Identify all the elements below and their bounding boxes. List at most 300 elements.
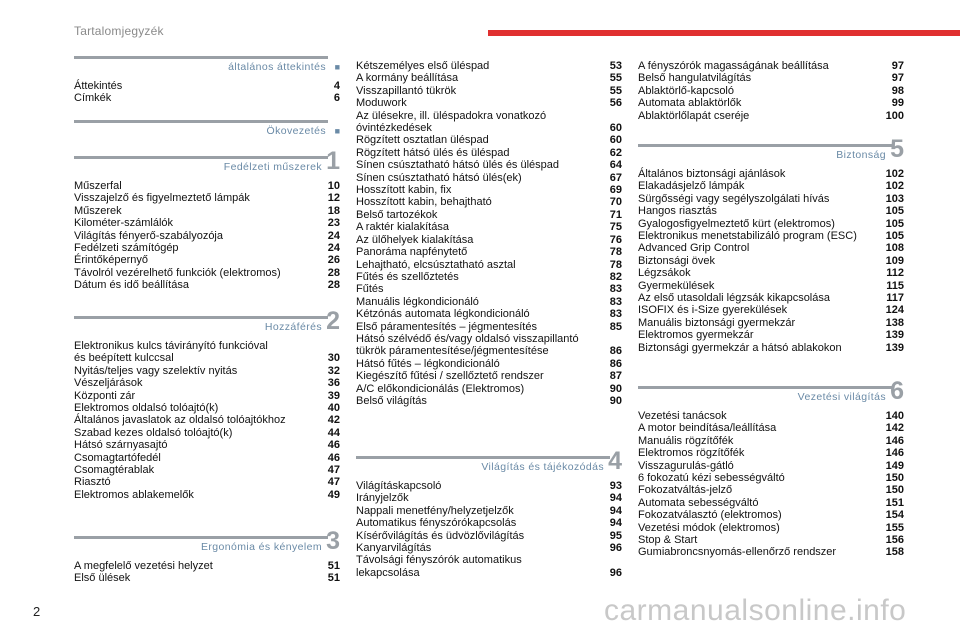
toc-entry[interactable] bbox=[74, 217, 340, 229]
toc-entry-page: 55 bbox=[609, 72, 622, 85]
toc-entry[interactable] bbox=[638, 85, 904, 97]
toc-entry[interactable] bbox=[356, 209, 622, 221]
toc-entry-title: Ablaktörlő-kapcsoló bbox=[638, 84, 734, 97]
toc-entry-title: Hosszított kabin, fix bbox=[356, 184, 452, 197]
toc-entry-page: 139 bbox=[885, 341, 904, 354]
toc-entry-page: 94 bbox=[609, 517, 622, 530]
section-title: Ökovezetés bbox=[266, 125, 326, 137]
toc-entry-title: Érintőképernyő bbox=[74, 254, 148, 267]
toc-section bbox=[356, 447, 622, 579]
toc-entry-page: 47 bbox=[327, 464, 340, 477]
toc-entry-page: 30 bbox=[327, 352, 340, 365]
toc-entry-page: 64 bbox=[609, 159, 622, 172]
toc-entry[interactable] bbox=[74, 365, 340, 377]
toc-entry-title: Ablaktörlőlapát cseréje bbox=[638, 109, 750, 122]
toc-entry[interactable] bbox=[356, 97, 622, 109]
toc-entry-page: 42 bbox=[327, 414, 340, 427]
toc-entry[interactable] bbox=[638, 484, 904, 496]
toc-entry[interactable] bbox=[638, 472, 904, 484]
section-rule bbox=[638, 144, 892, 147]
section-title: Biztonság bbox=[836, 149, 886, 161]
toc-entry-title: Áttekintés bbox=[74, 80, 123, 92]
toc-entry-page: 158 bbox=[885, 546, 904, 559]
toc-entry[interactable] bbox=[74, 476, 340, 488]
header-title: Tartalomjegyzék bbox=[74, 24, 164, 38]
toc-entry-title: Dátum és idő beállítása bbox=[74, 279, 189, 292]
toc-entry[interactable] bbox=[74, 242, 340, 254]
toc-entry-page: 69 bbox=[609, 184, 622, 197]
toc-entry-title: Általános javaslatok az oldalsó tolóajtókhoz bbox=[74, 414, 286, 427]
toc-entry-page: 24 bbox=[327, 242, 340, 255]
toc-entry-title: Fűtés bbox=[356, 283, 384, 296]
toc-entry-title: Vezetési tanácsok bbox=[638, 410, 727, 422]
toc-entry-title: Elakadásjelző lámpák bbox=[638, 180, 745, 193]
toc-entry[interactable] bbox=[356, 395, 622, 407]
toc-entry[interactable] bbox=[74, 230, 340, 242]
toc-entry-title: Hosszított kabin, behajtható bbox=[356, 196, 492, 209]
toc-entry[interactable] bbox=[74, 267, 340, 279]
toc-entry[interactable] bbox=[74, 414, 340, 426]
toc-entry-page: 67 bbox=[609, 171, 622, 184]
toc-entry[interactable] bbox=[638, 230, 904, 242]
toc-entry[interactable] bbox=[638, 72, 904, 84]
toc-entry-page: 56 bbox=[609, 97, 622, 110]
toc-entry-page: 112 bbox=[886, 267, 904, 280]
toc-entry-page: 4 bbox=[333, 80, 340, 92]
toc-entry-page: 75 bbox=[609, 221, 622, 234]
toc-entry[interactable] bbox=[356, 110, 622, 135]
toc-entry-page: 115 bbox=[886, 279, 904, 292]
toc-entry[interactable] bbox=[638, 110, 904, 122]
toc-entry-title: Távolról vezérelhető funkciók (elektromos) bbox=[74, 266, 281, 279]
toc-entry[interactable] bbox=[356, 308, 622, 320]
toc-entry-title: A/C előkondicionálás (Elektromos) bbox=[356, 382, 525, 395]
toc-entry[interactable] bbox=[74, 572, 340, 584]
toc-entry-page: 55 bbox=[609, 84, 622, 97]
toc-entry-title: Vezetési módok (elektromos) bbox=[638, 521, 780, 534]
toc-entry-page: 100 bbox=[885, 109, 904, 122]
toc-entry-title: A fényszórók magasságának beállítása bbox=[638, 60, 829, 72]
toc-entry-title: Advanced Grip Control bbox=[638, 242, 750, 255]
section-title: Világítás és tájékozódás bbox=[481, 461, 604, 473]
toc-entry-page: 96 bbox=[609, 542, 622, 555]
toc-entry-page: 53 bbox=[609, 60, 622, 72]
toc-entry-page: 102 bbox=[885, 168, 904, 180]
toc-entry-title: A raktér kialakítása bbox=[356, 221, 449, 234]
toc-entry[interactable] bbox=[356, 321, 622, 333]
toc-entry-page: 102 bbox=[885, 180, 904, 193]
toc-entry-title: Világításkapcsoló bbox=[356, 480, 442, 492]
toc-entry-title: Műszerfal bbox=[74, 180, 122, 192]
toc-entry-title: Vészeljárások bbox=[74, 377, 143, 390]
toc-entry[interactable] bbox=[356, 383, 622, 395]
toc-entry[interactable] bbox=[74, 464, 340, 476]
section-title: Hozzáférés bbox=[264, 321, 322, 333]
toc-entry[interactable] bbox=[356, 530, 622, 542]
toc-entry-title: Visszagurulás-gátló bbox=[638, 459, 734, 472]
toc-entry-page: 156 bbox=[885, 534, 904, 547]
toc-entry-page: 51 bbox=[327, 560, 340, 572]
toc-entry[interactable] bbox=[356, 492, 622, 504]
toc-entry-page: 85 bbox=[609, 320, 622, 333]
toc-entry[interactable] bbox=[356, 358, 622, 370]
toc-entry-title: A motor beindítása/leállítása bbox=[638, 422, 777, 435]
toc-entry-title: Elektronikus menetstabilizáló program (ESC) bbox=[638, 230, 857, 243]
toc-entry[interactable] bbox=[638, 255, 904, 267]
toc-entry-title: Elektromos rögzítőfék bbox=[638, 447, 745, 460]
toc-entry[interactable] bbox=[638, 329, 904, 341]
toc-entry-title: Irányjelzők bbox=[356, 492, 409, 505]
toc-entry[interactable] bbox=[356, 370, 622, 382]
toc-entry[interactable] bbox=[356, 554, 622, 579]
toc-entry-page: 10 bbox=[327, 180, 340, 192]
toc-entry-page: 6 bbox=[333, 92, 340, 105]
toc-section bbox=[356, 60, 622, 407]
toc-entry[interactable] bbox=[74, 92, 340, 104]
toc-entry-title: Kiegészítő fűtési / szellőztető rendszer bbox=[356, 370, 544, 383]
toc-entry-page: 97 bbox=[891, 72, 904, 85]
toc-entry-page: 105 bbox=[885, 217, 904, 230]
toc-entry[interactable] bbox=[356, 85, 622, 97]
section-number: 4 bbox=[608, 447, 622, 475]
toc-entry[interactable] bbox=[74, 340, 340, 365]
toc-entry[interactable] bbox=[638, 342, 904, 354]
toc-entry-title: Első ülések bbox=[74, 572, 131, 585]
section-rule bbox=[74, 56, 328, 59]
toc-entry-title: Manuális légkondicionáló bbox=[356, 295, 479, 308]
toc-entry-title: Visszapillantó tükrök bbox=[356, 84, 457, 97]
toc-section bbox=[638, 377, 904, 559]
toc-entry[interactable] bbox=[638, 509, 904, 521]
toc-entry-title: Moduwork bbox=[356, 97, 407, 110]
toc-entry-page: 149 bbox=[885, 459, 904, 472]
toc-entry-page: 32 bbox=[327, 364, 340, 377]
section-rule bbox=[74, 156, 328, 159]
section-number: 5 bbox=[890, 135, 904, 163]
toc-entry[interactable] bbox=[638, 168, 904, 180]
toc-entry-page: 23 bbox=[327, 217, 340, 230]
toc-entry[interactable] bbox=[638, 447, 904, 459]
toc-entry-page: 60 bbox=[609, 122, 622, 135]
toc-entry-title: Hátsó fűtés – légkondicionáló bbox=[356, 357, 500, 370]
toc-entry[interactable] bbox=[74, 489, 340, 501]
toc-entry-page: 78 bbox=[609, 258, 622, 271]
section-header bbox=[638, 377, 904, 410]
toc-entry-title: Elektromos oldalsó tolóajtó(k) bbox=[74, 402, 219, 415]
toc-entry-page: 151 bbox=[885, 496, 904, 509]
toc-entry-page: 103 bbox=[885, 192, 904, 205]
toc-entry-title: A megfelelő vezetési helyzet bbox=[74, 560, 213, 572]
section-header bbox=[74, 527, 340, 560]
toc-entry[interactable] bbox=[638, 60, 904, 72]
toc-entry-page: 155 bbox=[885, 521, 904, 534]
toc-entry-page: 46 bbox=[327, 439, 340, 452]
toc-entry[interactable] bbox=[74, 439, 340, 451]
section-header bbox=[74, 147, 340, 180]
toc-entry[interactable] bbox=[638, 280, 904, 292]
toc-entry-page: 83 bbox=[609, 283, 622, 296]
toc-entry-title: Belső hangulatvilágítás bbox=[638, 72, 752, 85]
toc-entry-title: Gumiabroncsnyomás-ellenőrző rendszer bbox=[638, 546, 837, 559]
toc-entry[interactable] bbox=[356, 221, 622, 233]
toc-entry[interactable] bbox=[356, 234, 622, 246]
section-rule bbox=[74, 536, 328, 539]
toc-entry-title: Rögzített osztatlan üléspad bbox=[356, 134, 489, 147]
toc-section bbox=[74, 307, 340, 501]
toc-entry-title: 6 fokozatú kézi sebességváltó bbox=[638, 472, 785, 485]
section-rule bbox=[74, 316, 328, 319]
toc-entry-page: 96 bbox=[609, 566, 622, 579]
toc-entry-page: 117 bbox=[886, 292, 904, 305]
toc-entry-page: 44 bbox=[327, 426, 340, 439]
toc-entry-title: Fokozatváltás-jelző bbox=[638, 484, 733, 497]
toc-entry-page: 87 bbox=[609, 370, 622, 383]
toc-entry[interactable] bbox=[356, 159, 622, 171]
toc-entry-page: 90 bbox=[609, 382, 622, 395]
toc-entry-page: 71 bbox=[609, 208, 622, 221]
toc-entry-page: 47 bbox=[327, 476, 340, 489]
toc-entry-title: Nyitás/teljes vagy szelektív nyitás bbox=[74, 364, 238, 377]
toc-entry-title: Visszajelző és figyelmeztető lámpák bbox=[74, 192, 250, 205]
toc-entry-page: 28 bbox=[327, 279, 340, 292]
toc-entry-title: Sínen csúsztatható hátsó ülés és üléspad bbox=[356, 159, 560, 172]
toc-entry-title: Az ülőhelyek kialakítása bbox=[356, 233, 474, 246]
toc-entry-page: 139 bbox=[885, 329, 904, 342]
toc-entry-title: Elektromos ablakemelők bbox=[74, 488, 194, 501]
section-rule bbox=[638, 386, 892, 389]
toc-entry-title: Kétszemélyes első üléspad bbox=[356, 60, 490, 72]
toc-entry[interactable] bbox=[638, 292, 904, 304]
toc-entry[interactable] bbox=[638, 193, 904, 205]
toc-entry[interactable] bbox=[74, 377, 340, 389]
toc-entry[interactable] bbox=[74, 390, 340, 402]
toc-entry-page: 138 bbox=[885, 316, 904, 329]
toc-entry-page: 124 bbox=[885, 304, 904, 317]
toc-entry-title: Csomagtartófedél bbox=[74, 451, 161, 464]
watermark: carmanualsonline.info bbox=[604, 594, 907, 627]
toc-entry[interactable] bbox=[74, 254, 340, 266]
toc-entry[interactable] bbox=[638, 497, 904, 509]
section-number: 1 bbox=[326, 147, 340, 175]
toc-entry[interactable] bbox=[638, 410, 904, 422]
section-title: általános áttekintés bbox=[228, 61, 326, 73]
toc-entry-title: Csomagtérablak bbox=[74, 464, 155, 477]
toc-entry-page: 36 bbox=[327, 377, 340, 390]
toc-entry-title: Első páramentesítés – jégmentesítés bbox=[356, 320, 537, 333]
toc-entry-title: Panoráma napfénytető bbox=[356, 246, 468, 259]
toc-entry-page: 83 bbox=[609, 308, 622, 321]
toc-entry-title: Automatikus fényszórókapcsolás bbox=[356, 517, 517, 530]
toc-entry[interactable] bbox=[356, 134, 622, 146]
toc-entry-page: 70 bbox=[609, 196, 622, 209]
toc-section bbox=[74, 147, 340, 292]
toc-entry-title: Lehajtható, elcsúsztatható asztal bbox=[356, 258, 516, 271]
toc-entry[interactable] bbox=[74, 560, 340, 572]
toc-entry-title: Az első utasoldali légzsák kikapcsolása bbox=[638, 292, 830, 305]
toc-entry[interactable] bbox=[74, 80, 340, 92]
toc-entry[interactable] bbox=[356, 505, 622, 517]
toc-entry[interactable] bbox=[638, 242, 904, 254]
toc-entry[interactable] bbox=[638, 97, 904, 109]
toc-entry-page: 99 bbox=[891, 97, 904, 110]
section-rule bbox=[356, 456, 610, 459]
section-header bbox=[356, 447, 622, 480]
toc-entry-page: 94 bbox=[609, 492, 622, 505]
toc-entry-title: Belső tartozékok bbox=[356, 208, 438, 221]
toc-entry-title: Gyermekülések bbox=[638, 279, 715, 292]
toc-entry-title: Kilométer-számlálók bbox=[74, 217, 174, 230]
toc-entry-title: Hangos riasztás bbox=[638, 205, 717, 218]
toc-entry[interactable] bbox=[356, 196, 622, 208]
toc-entry[interactable] bbox=[638, 422, 904, 434]
toc-entry-page: 86 bbox=[609, 357, 622, 370]
toc-entry-title: Távolsági fényszórók automatikus lekapcsolása bbox=[356, 554, 522, 579]
toc-entry-title: Manuális rögzítőfék bbox=[638, 434, 734, 447]
toc-section bbox=[638, 135, 904, 354]
header-accent-bar bbox=[488, 30, 960, 36]
section-rule bbox=[74, 120, 328, 123]
section-marker-icon: ■ bbox=[334, 62, 340, 72]
toc-entry-title: Címkék bbox=[74, 92, 112, 105]
toc-entry-title: Elektromos gyermekzár bbox=[638, 329, 754, 342]
toc-entry[interactable] bbox=[356, 259, 622, 271]
toc-entry-title: Általános biztonsági ajánlások bbox=[638, 168, 786, 180]
section-title: Fedélzeti műszerek bbox=[223, 161, 322, 173]
toc-entry-page: 39 bbox=[327, 389, 340, 402]
section-header bbox=[74, 307, 340, 340]
toc-entry[interactable] bbox=[638, 205, 904, 217]
toc-entry-title: Belső világítás bbox=[356, 394, 427, 407]
toc-entry-page: 94 bbox=[609, 504, 622, 517]
toc-entry-title: Hátsó szárnyasajtó bbox=[74, 439, 168, 452]
toc-entry[interactable] bbox=[638, 267, 904, 279]
toc-entry-title: Az ülésekre, ill. üléspadokra vonatkozó óvintézkedések bbox=[356, 109, 547, 135]
toc-entry[interactable] bbox=[356, 480, 622, 492]
toc-entry-title: Sínen csúsztatható hátsó ülés(ek) bbox=[356, 171, 522, 184]
toc-entry[interactable] bbox=[74, 192, 340, 204]
toc-entry-title: Automata ablaktörlők bbox=[638, 97, 742, 110]
toc-entry[interactable] bbox=[74, 402, 340, 414]
toc-entry-title: Manuális biztonsági gyermekzár bbox=[638, 316, 796, 329]
toc-entry-page: 142 bbox=[885, 422, 904, 435]
section-number: 6 bbox=[890, 377, 904, 405]
toc-section bbox=[74, 527, 340, 585]
toc-entry-title: Légzsákok bbox=[638, 267, 691, 280]
toc-entry-title: Stop & Start bbox=[638, 534, 698, 547]
toc-entry[interactable] bbox=[356, 517, 622, 529]
section-marker-icon: ■ bbox=[334, 126, 340, 136]
toc-entry[interactable] bbox=[74, 452, 340, 464]
toc-entry[interactable] bbox=[74, 180, 340, 192]
toc-entry[interactable] bbox=[356, 147, 622, 159]
toc-entry[interactable] bbox=[356, 184, 622, 196]
toc-section bbox=[638, 60, 904, 122]
toc-entry[interactable] bbox=[356, 542, 622, 554]
toc-section bbox=[74, 120, 340, 144]
toc-entry[interactable] bbox=[356, 246, 622, 258]
toc-entry[interactable] bbox=[638, 304, 904, 316]
toc-entry-page: 26 bbox=[327, 254, 340, 267]
toc-entry[interactable] bbox=[356, 271, 622, 283]
section-header bbox=[74, 56, 340, 80]
toc-entry-page: 146 bbox=[885, 434, 904, 447]
section-number: 2 bbox=[326, 307, 340, 335]
toc-entry-title: Világítás fényerő-szabályozója bbox=[74, 229, 223, 242]
toc-entry[interactable] bbox=[356, 333, 622, 358]
toc-entry-page: 98 bbox=[891, 84, 904, 97]
toc-entry-page: 49 bbox=[327, 488, 340, 501]
toc-entry-title: Sürgősségi vagy segélyszolgálati hívás bbox=[638, 192, 830, 205]
toc-entry-title: Rögzített hátsó ülés és üléspad bbox=[356, 146, 510, 159]
toc-entry[interactable] bbox=[356, 296, 622, 308]
toc-entry-title: A kormány beállítása bbox=[356, 72, 459, 85]
toc-entry-page: 24 bbox=[327, 229, 340, 242]
toc-entry-page: 154 bbox=[885, 509, 904, 522]
page-number: 2 bbox=[33, 604, 41, 619]
toc-entry-page: 95 bbox=[609, 529, 622, 542]
toc-entry-page: 90 bbox=[609, 394, 622, 407]
toc-entry-page: 40 bbox=[327, 402, 340, 415]
toc-entry-page: 150 bbox=[885, 484, 904, 497]
section-title: Vezetési világítás bbox=[797, 391, 886, 403]
toc-entry-title: Nappali menetfény/helyzetjelzők bbox=[356, 504, 514, 517]
toc-entry[interactable] bbox=[638, 460, 904, 472]
toc-entry[interactable] bbox=[356, 283, 622, 295]
toc-entry[interactable] bbox=[638, 218, 904, 230]
toc-entry[interactable] bbox=[638, 546, 904, 558]
toc-entry[interactable] bbox=[74, 205, 340, 217]
toc-entry-page: 12 bbox=[327, 192, 340, 205]
section-number: 3 bbox=[326, 527, 340, 555]
toc-entry[interactable] bbox=[356, 72, 622, 84]
toc-entry-title: Fűtés és szellőztetés bbox=[356, 270, 459, 283]
toc-entry[interactable] bbox=[74, 427, 340, 439]
toc-entry-page: 86 bbox=[609, 345, 622, 358]
toc-entry-page: 105 bbox=[885, 205, 904, 218]
toc-entry[interactable] bbox=[638, 180, 904, 192]
toc-entry-page: 76 bbox=[609, 233, 622, 246]
toc-entry-title: Fedélzeti számítógép bbox=[74, 242, 179, 255]
toc-entry-page: 146 bbox=[885, 447, 904, 460]
toc-entry-page: 51 bbox=[327, 572, 340, 585]
toc-entry-page: 60 bbox=[609, 134, 622, 147]
toc-entry-title: Fokozatválasztó (elektromos) bbox=[638, 509, 782, 522]
toc-entry-page: 82 bbox=[609, 270, 622, 283]
toc-entry-title: Automata sebességváltó bbox=[638, 496, 759, 509]
toc-entry[interactable] bbox=[356, 172, 622, 184]
section-header bbox=[638, 135, 904, 168]
toc-entry[interactable] bbox=[638, 522, 904, 534]
toc-entry-page: 62 bbox=[609, 146, 622, 159]
toc-entry[interactable] bbox=[356, 60, 622, 72]
toc-entry[interactable] bbox=[638, 317, 904, 329]
toc-entry-title: Riasztó bbox=[74, 476, 111, 489]
toc-entry-page: 18 bbox=[327, 204, 340, 217]
toc-entry[interactable] bbox=[74, 279, 340, 291]
toc-entry-page: 46 bbox=[327, 451, 340, 464]
toc-entry-title: ISOFIX és i-Size gyerekülések bbox=[638, 304, 788, 317]
toc-entry-title: Központi zár bbox=[74, 389, 136, 402]
toc-entry[interactable] bbox=[638, 534, 904, 546]
toc-entry-page: 97 bbox=[891, 60, 904, 72]
toc-entry-title: Kétzónás automata légkondicionáló bbox=[356, 308, 530, 321]
section-title: Ergonómia és kényelem bbox=[200, 541, 322, 553]
toc-entry-page: 83 bbox=[609, 295, 622, 308]
toc-entry-page: 108 bbox=[885, 242, 904, 255]
toc-entry-page: 78 bbox=[609, 246, 622, 259]
toc-entry[interactable] bbox=[638, 435, 904, 447]
toc-entry-page: 109 bbox=[885, 254, 904, 267]
